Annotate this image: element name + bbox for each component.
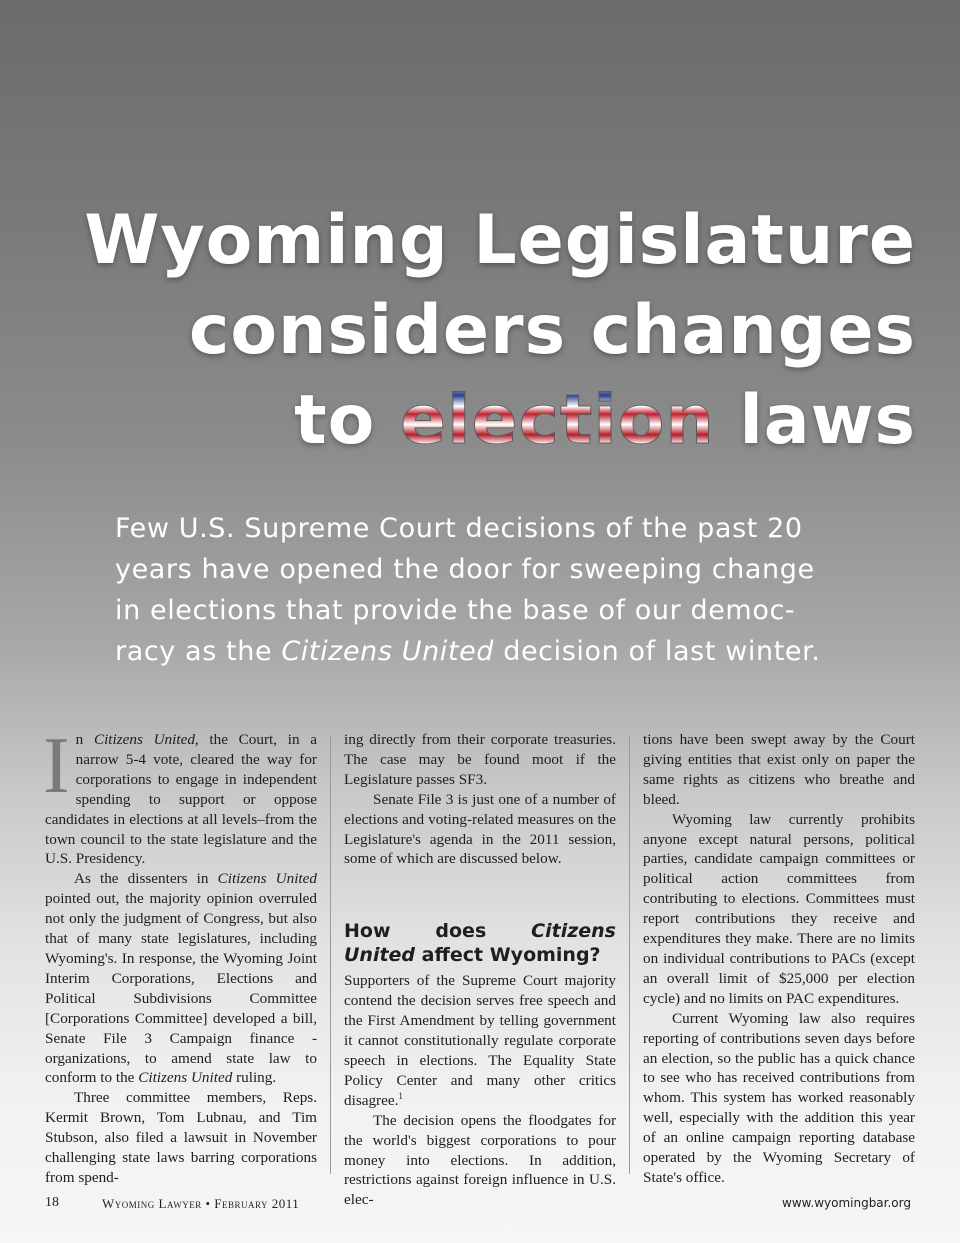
paragraph: Current Wyoming law also requires reporting of contributions seven days before an election, so the public has a quick chance to see who has received contributions from whom. This system has worked reasonably well, especially with the addition this year of an online campaign reporting database operated by the Wyoming Secretary of State's office. [643, 1009, 915, 1186]
paragraph: The decision opens the floodgates for the world's biggest corporations to pour money into elections. In addition, restrictions against foreign influence in U.S. elec- [344, 1111, 616, 1209]
deck-line-1: Few U.S. Supreme Court decisions of the past 20 [115, 513, 803, 544]
article-column-1 [43, 722, 318, 1188]
text-run: n [75, 731, 94, 748]
paragraph: Senate File 3 is just one of a number of elections and voting-related measures on the Legislature's agenda in the 2011 session, some of which are discussed below. [344, 790, 616, 868]
paragraph [43, 722, 318, 869]
drop-cap: I [43, 722, 70, 810]
deck-line-4-prefix: racy as the [115, 636, 282, 667]
paragraph: ing directly from their corporate treasuries. The case may be found moot if the Legislature passes SF3. [344, 731, 616, 788]
article-column-3 [643, 730, 915, 1188]
deck-line-2: years have opened the door for sweeping change [115, 554, 815, 585]
case-name: Citizens United [344, 920, 616, 967]
paragraph: tions have been swept away by the Court giving entities that exist only on paper the same rights as citizens who breathe and bleed. [643, 731, 915, 808]
headline-line-1: Wyoming Legislature [84, 201, 916, 280]
paragraph [45, 869, 317, 1088]
text-run: pointed out, the majority opinion overruled not only the judgment of Congress, but also that of many state legislatures, including Wyoming's. In response, the Wyoming Joint Interim Corporations, Elections and Political Subdivisions Committee [Corporations Committee] developed a bill, Senate File 3 Campaign finance - organizations, to amend state law to conform to the [45, 890, 317, 1087]
publication-name: Wyoming Lawyer • February 2011 [102, 1196, 300, 1211]
headline [36, 196, 916, 466]
headline-line-2: considers changes [189, 291, 916, 370]
website-url: www.wyomingbar.org [782, 1196, 911, 1210]
paragraph [344, 971, 616, 1110]
headline-line-3-prefix: to [294, 381, 401, 460]
page-number: 18 [45, 1195, 59, 1210]
text-run: , the Court, in a narrow 5-4 vote, cleared the way for corporations to engage in independent spending to support or oppose candidates in elections at all levels–from the town council to the state legislature and the U.S. Presidency. [45, 731, 318, 868]
case-name: Citizens United [138, 1069, 233, 1087]
footnote-marker: 1 [398, 1090, 403, 1101]
deck-case-name: Citizens United [281, 636, 495, 667]
case-name: Citizens United [93, 731, 195, 748]
headline-line-3 [36, 376, 916, 466]
text-run: As the dissenters in [74, 870, 218, 888]
text-run: How does [344, 920, 532, 943]
intro-deck [115, 508, 833, 672]
paragraph: Three committee members, Reps. Kermit Brown, Tom Lubnau, and Tim Stubson, also filed a lawsuit in November challenging state laws barring corporations from spend- [45, 1089, 317, 1186]
deck-line-3: in elections that provide the base of our democ- [115, 595, 796, 626]
paragraph: Wyoming law currently prohibits anyone except natural persons, political parties, candidate campaign committees or political action committees from contributing to elections. Committees must report contributions they receive and expenditures they make. There are no limits on individual contributions to PACs (except an overall limit of $25,000 per election cycle) and no limits on PAC expenditures. [643, 810, 915, 1007]
case-name: Citizens United [217, 870, 317, 888]
text-run: Supporters of the Supreme Court majority contend the decision serves free speech and the First Amendment by telling government it cannot constitutionally regulate corporate speech in elections. The Equality State Policy Center and many other critics disagree. [344, 972, 616, 1109]
text-run: ruling. [232, 1069, 277, 1087]
section-subhead [344, 919, 616, 967]
headline-line-3-suffix: laws [714, 381, 916, 460]
article-column-2 [344, 730, 616, 1210]
flag-textured-word: election [400, 381, 715, 460]
deck-line-4-suffix: decision of last winter. [494, 636, 821, 667]
text-run: affect Wyoming? [415, 944, 601, 967]
deck-line-4 [115, 631, 833, 672]
